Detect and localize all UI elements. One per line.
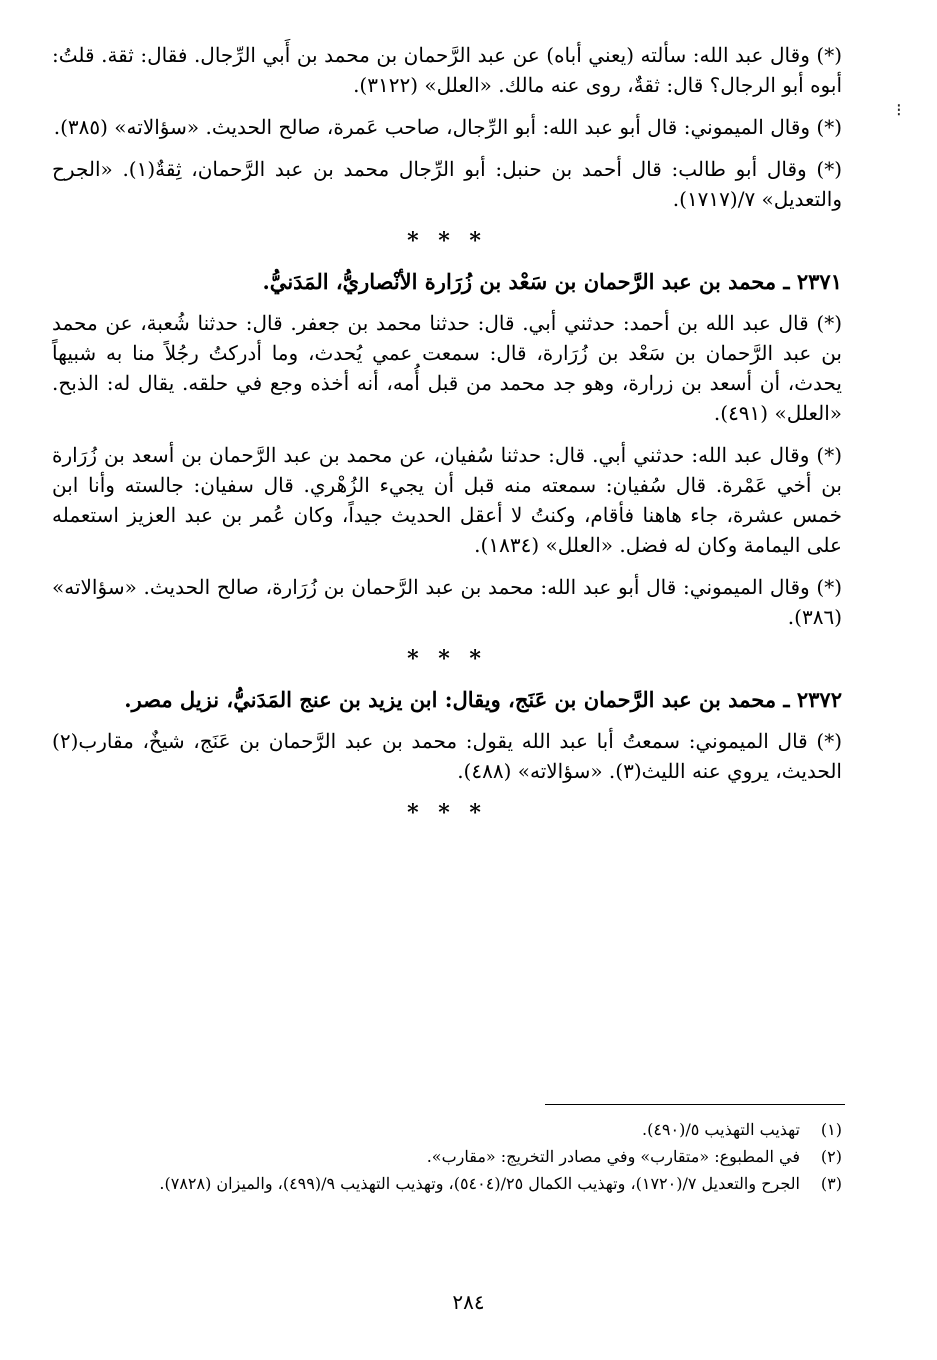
footnote bbox=[52, 1172, 842, 1196]
narration-paragraph: (*) وقال الميموني: قال أبو عبد الله: أبو الرِّجال، صاحب عَمرة، صالح الحديث. «سؤالاته» (٣٨٥). bbox=[53, 115, 842, 139]
footnote-rule bbox=[545, 1104, 845, 1105]
section-separator: * * * bbox=[407, 646, 487, 672]
footnote bbox=[52, 1145, 842, 1169]
footnote-number: (١) bbox=[820, 1120, 842, 1139]
section-separator: * * * bbox=[407, 800, 487, 826]
narration-paragraph: (*) وقال الميموني: قال أبو عبد الله: محمد بن عبد الرَّحمان بن زُرَارة، صالح الحديث. «سؤالاته» (٣٨٦). bbox=[52, 575, 842, 629]
footnote-number: (٣) bbox=[820, 1174, 842, 1193]
footnote-text: في المطبوع: «متقارب» وفي مصادر التخريج: «مقارب». bbox=[426, 1147, 800, 1166]
narration-paragraph: (*) وقال عبد الله: سألته (يعني أباه) عن عبد الرَّحمان بن محمد بن أَبي الرِّجال. فقال: ثقة. قلتُ: أبوه أبو الرجال؟ قال: ثقةٌ، روى عنه مالك. «العلل» (٣١٢٢). bbox=[52, 43, 842, 97]
footnote bbox=[52, 1118, 842, 1142]
footnotes bbox=[52, 1118, 842, 1199]
narration-paragraph: (*) وقال عبد الله: حدثني أبي. قال: حدثنا سُفيان، عن محمد بن عبد الرَّحمان بن أسعد بن زُرَارة بن أخي عَمْرة. قال سُفيان: سمعته منه قبل أن يجيء الزُهْري. قال سفيان: جالسته وأنا ابن خمس عشرة، جاء هاهنا فأقام، وكنتُ لا أعقل الحديث جيداً، وكان عُمر بن عبد العزيز استعمله على اليمامة وكان له فضل. «العلل» (١٨٣٤). bbox=[52, 443, 842, 557]
entry-heading-2371: ٢٣٧١ ـ محمد بن عبد الرَّحمان بن سَعْد بن زُرَارة الأنْصاريُّ، المَدَنيُّ. bbox=[262, 269, 842, 294]
entry-heading-2372: ٢٣٧٢ ـ محمد بن عبد الرَّحمان بن عَنَج، ويقال: ابن يزيد بن عنج المَدَنيُّ، نزيل مصر. bbox=[124, 687, 842, 712]
narration-paragraph: (*) قال الميموني: سمعتُ أبا عبد الله يقول: محمد بن عبد الرَّحمان بن عَنَج، شيخٌ، مقارب(٢) الحديث، يروي عنه الليث(٣). «سؤالاته» (٤٨٨). bbox=[52, 729, 842, 783]
page-number: ٢٨٤ bbox=[452, 1290, 485, 1314]
margin-mark: ⁝ bbox=[896, 100, 902, 121]
footnote-number: (٢) bbox=[820, 1147, 842, 1166]
footnote-text: تهذيب التهذيب ٥/(٤٩٠). bbox=[642, 1120, 800, 1139]
narration-paragraph: (*) وقال أبو طالب: قال أحمد بن حنبل: أبو الرِّجال محمد بن عبد الرَّحمان، ثِقةٌ(١). «الجرح والتعديل» ٧/(١٧١٧). bbox=[52, 157, 842, 211]
section-separator: * * * bbox=[407, 228, 487, 254]
footnote-text: الجرح والتعديل ٧/(١٧٢٠)، وتهذيب الكمال ٢٥/(٥٤٠٤)، وتهذيب التهذيب ٩/(٤٩٩)، والميزان (٧٨٢٨). bbox=[159, 1174, 800, 1193]
page-body bbox=[52, 40, 842, 838]
narration-paragraph: (*) قال عبد الله بن أحمد: حدثني أبي. قال: حدثنا محمد بن جعفر. قال: حدثنا شُعبة، عن محمد بن عبد الرَّحمان بن سَعْد بن زُرَارة، قال: سمعت عمي يُحدث، وما أدركتُ رجُلاً منا به شبيهاً يحدث، أن أسعد بن زرارة، وهو جد محمد من قبل أُمه، أنه أخذه وجع في حلقه. يقال له: الذبح. «العلل» (٤٩١). bbox=[52, 311, 842, 425]
